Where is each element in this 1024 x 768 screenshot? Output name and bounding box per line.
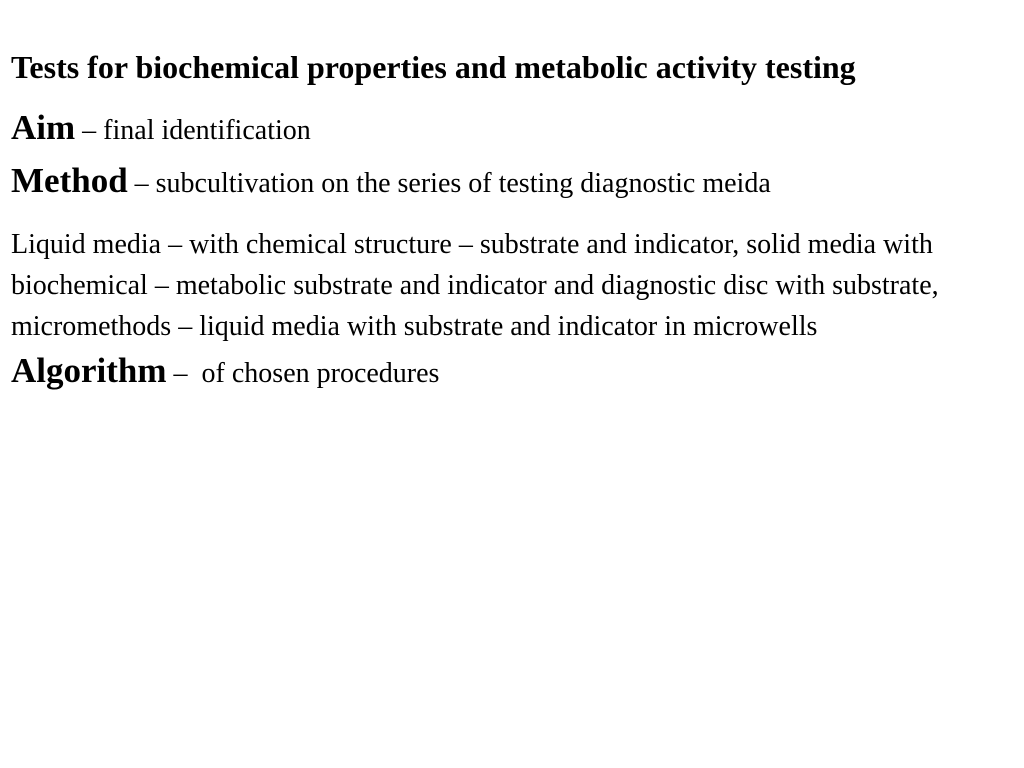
media-description: Liquid media – with chemical structure – substrate and indicator, solid media with biochemical – metabolic substrate and indicator and diagnostic disc with substrate, micromethods – liquid media with substrate and indicator in microwells [11,229,939,342]
algorithm-definition: – of chosen procedures [166,358,440,389]
method-line [11,157,1001,212]
slide-title: Tests for biochemical properties and metabolic activity testing [11,49,856,85]
aim-term: Aim [11,108,76,147]
method-term: Method [11,161,128,200]
algorithm-term: Algorithm [11,351,167,390]
aim-definition: – final identification [75,115,311,146]
slide-content [11,44,1001,402]
algorithm-line [11,347,1001,402]
method-definition: – subcultivation on the series of testing diagnostic meida [127,168,771,199]
aim-line [11,104,1001,159]
